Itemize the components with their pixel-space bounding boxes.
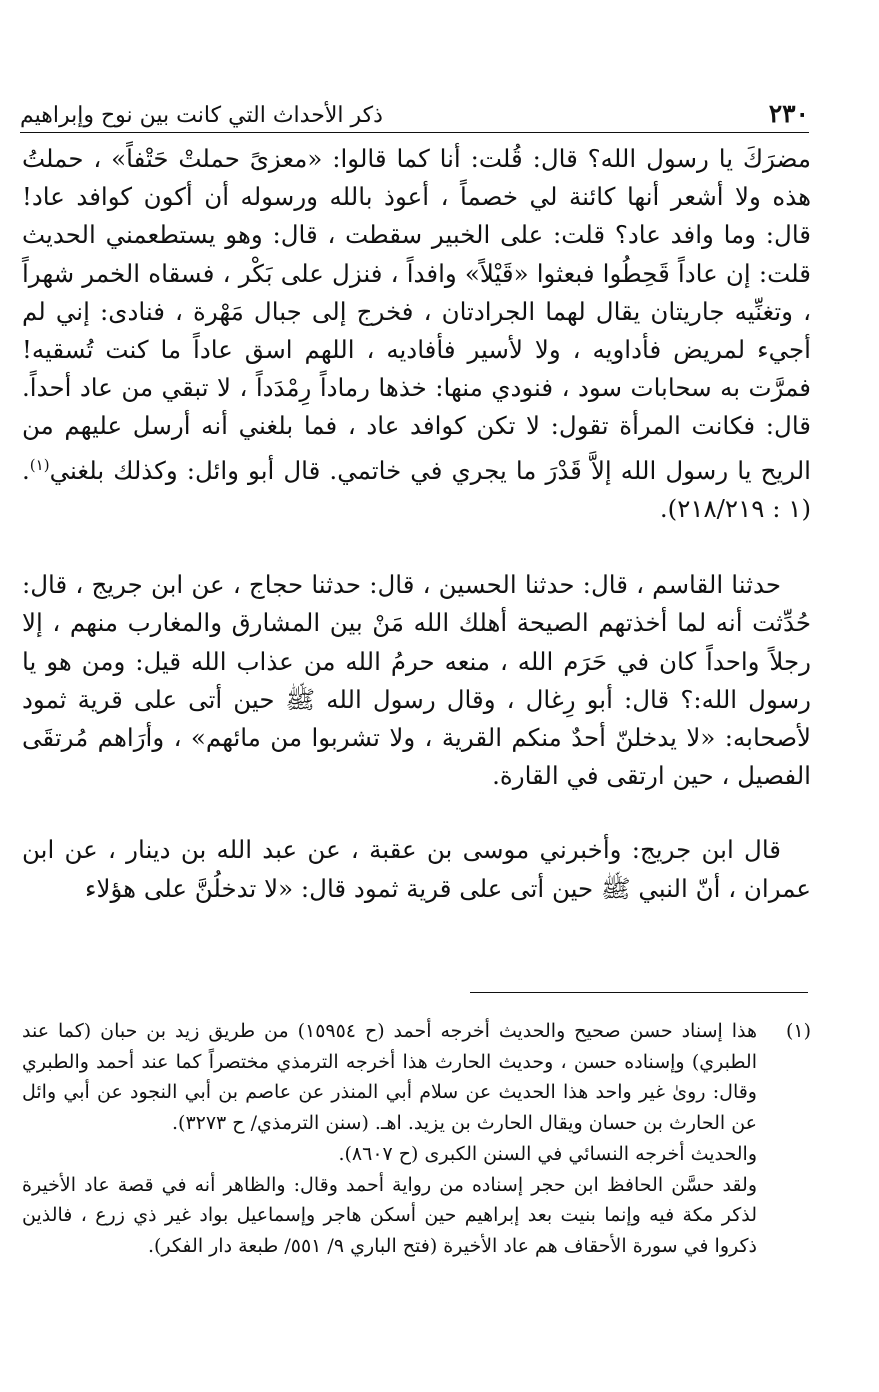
main-text <box>22 140 811 908</box>
page-number: ٢٣٠ <box>768 99 809 128</box>
running-title: ذكر الأحداث التي كانت بين نوح وإبراهيم <box>20 103 383 128</box>
footnote-1-text: هذا إسناد حسن صحيح والحديث أخرجه أحمد (ح ١٥٩٥٤) من طريق زيد بن حبان (كما عند الطبري) وإسناده حسن ، وحديث الحارث هذا أخرجه الترمذي مختصراً كما عند أحمد والطبري وقال: روىٰ غير واحد هذا الحديث عن سلام أبي المنذر عن عاصم بن أبي النجود عن أبي وائل عن الحارث بن حسان ويقال الحارث بن يزيد. اهـ. (سنن الترمذي/ ح ٣٢٧٣). <box>22 1020 757 1135</box>
footnote-1 <box>22 1016 811 1139</box>
page-header <box>20 84 809 133</box>
paragraph-1-citation: . (١ : ٢١٨/٢١٩). <box>22 455 811 523</box>
footnote-1-line-2: والحديث أخرجه النسائي في السنن الكبرى (ح ٨٦٠٧). <box>338 1142 757 1165</box>
paragraph-3: قال ابن جريج: وأخبرني موسى بن عقبة ، عن عبد الله بن دينار ، عن ابن عمران ، أنّ النبي ﷺ حين أتى على قرية ثمود قال: «لا تدخلُنَّ على هؤلاء <box>22 835 811 903</box>
footnote-marker: (١) <box>785 1020 811 1042</box>
paragraph-1 <box>22 140 811 528</box>
paragraph-1-text: مضرَكَ يا رسول الله؟ قال: قُلت: أنا كما قالوا: «معزىً حملتْ حَتْفاً» ، حملتُ هذه ولا أشعر أنها كائنة لي خصماً ، أعوذ بالله ورسوله أن أكون كوافد عاد! قال: وما وافد عاد؟ قلت: على الخبير سقطت ، قال: وهو يستطعمني الحديث قلت: إن عاداً قَحِطُوا فبعثوا «قَيْلاً» وافداً ، فنزل على بَكْر ، فسقاه الخمر شهراً ، وتغنِّيه جاريتان يقال لهما الجرادتان ، فخرج إلى جبال مَهْرة ، فنادى: إني لم أجيء لمريض فأداويه ، ولا لأسير فأفاديه ، اللهم اسق عاداً ما كنت تُسقيه! فمرَّت به سحابات سود ، فنودي منها: خذها رماداً رِمْدَداً ، لا تبقي من عاد أحداً. قال: فكانت المرأة تقول: لا تكن كوافد عاد ، فما بلغني أنه أرسل عليهم من الريح يا رسول الله إلاَّ قَدْرَ ما يجري في خاتمي. قال أبو وائل: وكذلك بلغني <box>22 144 811 485</box>
paragraph-2: حدثنا القاسم ، قال: حدثنا الحسين ، قال: حدثنا حجاج ، عن ابن جريج ، قال: حُدِّثت أنه لما أخذتهم الصيحة أهلك الله مَنْ بين المشارق والمغارب منهم ، إلا رجلاً واحداً كان في حَرَم الله ، منعه حرمُ الله من عذاب الله قيل: ومن هو يا رسول الله:؟ قال: أبو رِغال ، وقال رسول الله ﷺ حين أتى على قرية ثمود لأصحابه: «لا يدخلنّ أحدٌ منكم القرية ، ولا تشربوا من مائهم» ، وأرَاهم مُرتقَى الفصيل ، حين ارتقى في القارة. <box>22 570 811 791</box>
footnote-reference[interactable]: (١) <box>29 455 50 474</box>
footnotes <box>22 1016 811 1262</box>
footnote-separator <box>470 992 808 993</box>
footnote-1-line-3: ولقد حسَّن الحافظ ابن حجر إسناده من رواية أحمد وقال: والظاهر أنه في قصة عاد الأخيرة لذكر مكة فيه وإنما بنيت بعد إبراهيم حين أسكن هاجر وإسماعيل بواد غير ذي زرع ، فالذين ذكروا في سورة الأحقاف هم عاد الأخيرة (فتح الباري ٩/ ٥٥١/ طبعة دار الفكر). <box>22 1173 757 1257</box>
